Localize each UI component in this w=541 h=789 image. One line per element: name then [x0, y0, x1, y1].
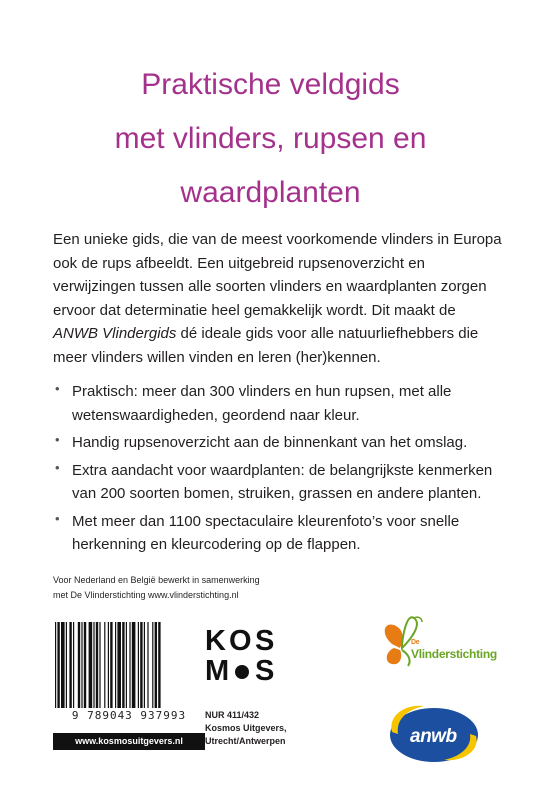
vlinderstichting-logo — [378, 614, 497, 674]
headline-line-1: Praktische veldgids — [141, 68, 400, 101]
credit-line-2: met De Vlinderstichting www.vlinderstichting.nl — [53, 590, 239, 600]
kosmos-letter: O — [229, 625, 252, 657]
intro-book-title: ANWB Vlindergids — [53, 325, 177, 342]
vlinderstichting-name: Vlinderstichting — [411, 647, 497, 661]
kosmos-letter: M — [205, 655, 230, 687]
bullet-marker: • — [55, 459, 60, 475]
feature-text: Met meer dan 1100 spectaculaire kleurenfoto’s voor snelle herkenning en kleurcodering op de flappen. — [72, 512, 460, 553]
publisher-info — [205, 709, 287, 748]
feature-item — [53, 510, 503, 557]
intro-paragraph — [53, 228, 503, 369]
intro-text-part-1: Een unieke gids, die van de meest voorkomende vlinders in Europa ook de rups afbeeldt. Een uitgebreid rupsenoverzicht en verwijzingen tussen alle soorten vlinders en waardplanten zorgen ervoor dat determinatie heel gemakkelijk wordt. Dit maakt de — [53, 231, 502, 319]
credit-note — [53, 573, 473, 603]
bullet-marker: • — [55, 381, 60, 396]
headline-line-2: met vlinders, rupsen en — [114, 122, 427, 155]
vlinderstichting-label — [411, 639, 497, 661]
headline — [0, 58, 541, 220]
bullet-marker: • — [55, 510, 60, 526]
feature-list — [53, 380, 503, 561]
publisher-url: www.kosmosuitgevers.nl — [53, 733, 205, 750]
publisher-name: Kosmos Uitgevers, — [205, 723, 287, 733]
anwb-wordmark: anwb — [410, 726, 457, 747]
feature-item — [53, 380, 503, 427]
feature-item — [53, 459, 503, 506]
publisher-city: Utrecht/Antwerpen — [205, 736, 286, 746]
kosmos-letter: K — [205, 625, 226, 657]
feature-text: Handig rupsenoverzicht aan de binnenkant van het omslag. — [72, 434, 468, 451]
feature-text: Praktisch: meer dan 300 vlinders en hun rupsen, met alle wetenswaardigheden, geordend naar kleur. — [72, 383, 452, 424]
butterfly-icon — [378, 614, 438, 672]
headline-line-3: waardplanten — [180, 176, 361, 209]
feature-item — [53, 431, 503, 455]
isbn-barcode — [53, 622, 205, 732]
nur-code: NUR 411/432 — [205, 710, 260, 720]
barcode-icon — [53, 622, 205, 708]
vlinderstichting-prefix: De — [411, 639, 420, 646]
bullet-marker: • — [55, 432, 60, 447]
kosmos-letter: S — [255, 655, 275, 687]
intro-text-part-2: dé ideale gids voor alle natuurliefhebbers die meer vlinders willen vinden en leren (her)kennen. — [53, 325, 479, 366]
credit-line-1: Voor Nederland en België bewerkt in samenwerking — [53, 575, 260, 585]
kosmos-dot-icon — [234, 664, 250, 680]
kosmos-logo — [205, 626, 285, 688]
kosmos-letter: S — [255, 625, 275, 657]
isbn-number: 9 789043 937993 — [71, 709, 187, 722]
feature-text: Extra aandacht voor waardplanten: de belangrijkste kenmerken van 200 soorten bomen, struiken, grassen en andere planten. — [72, 461, 493, 502]
anwb-logo — [384, 702, 480, 764]
